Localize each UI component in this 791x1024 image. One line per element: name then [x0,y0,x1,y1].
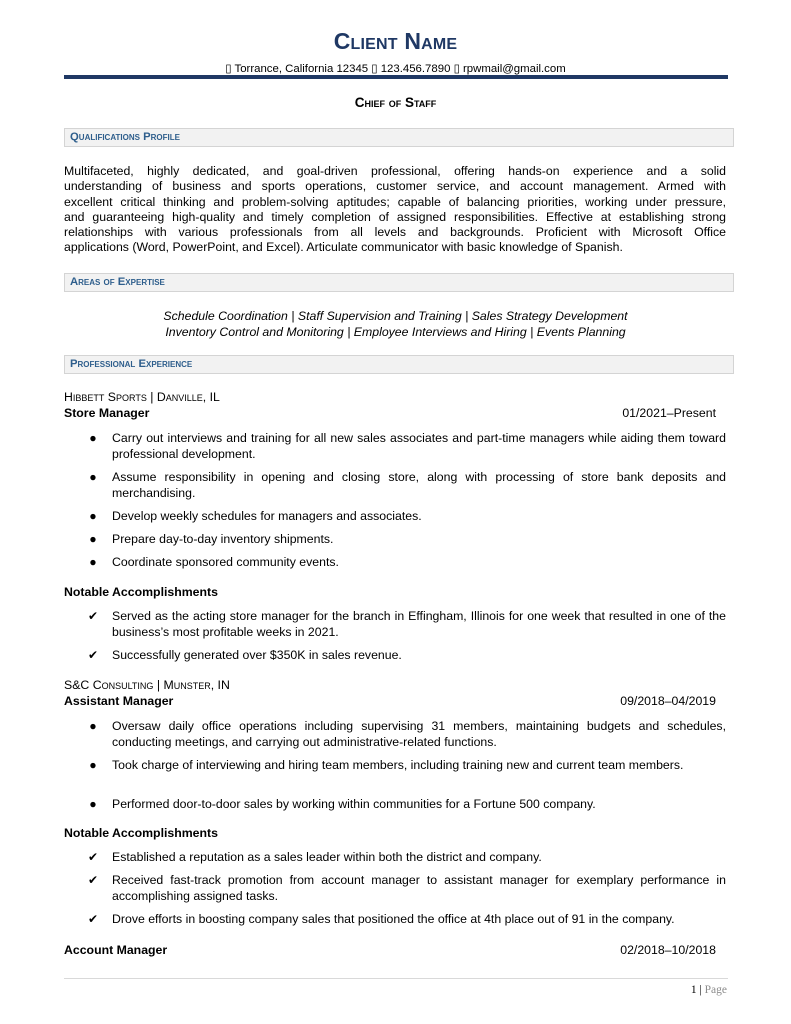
accomplishment-item: ✔ Established a reputation as a sales leader within both the district and company. [87,850,542,864]
accomplishment-item: ✔ Successfully generated over $350K in sales revenue. [87,648,402,662]
duty-bullet: ● Carry out interviews and training for all new sales associates and part-time managers while aiding them toward professional development. [86,431,726,462]
checkmark-icon: ✔ [87,912,99,926]
section-expertise [64,273,734,292]
role-dates: 01/2021–Present [622,406,716,420]
expertise-line: Schedule Coordination | Staff Supervision and Training | Sales Strategy Development [163,309,628,323]
contact-line: ▯ Torrance, California 12345 ▯ 123.456.7890 ▯ rpwmail@gmail.com [225,63,566,75]
footer-separator: | [699,984,702,996]
bullet-icon: ● [89,555,97,569]
footer-divider [64,978,728,979]
expertise-line: Inventory Control and Monitoring | Employee Interviews and Hiring | Events Planning [165,325,626,339]
section-heading: Qualifications Profile [70,131,180,143]
header-divider [64,75,728,79]
bullet-icon: ● [89,431,97,445]
role-dates: 02/2018–10/2018 [620,943,716,957]
bullet-icon: ● [89,470,97,484]
candidate-name: Client Name [333,28,458,54]
checkmark-icon: ✔ [87,648,99,662]
summary-line: excellent critical thinking and problem-solving aptitudes; capable of balancing priorities, working under pressure, [64,194,726,209]
section-qualifications [64,128,734,147]
bullet-icon: ● [89,719,97,733]
duty-bullet: ● Coordinate sponsored community events. [86,555,726,571]
bullet-icon: ● [89,797,97,811]
summary-line: Multifaceted, highly dedicated, and goal-driven professional, offering hands-on experience and a solid [64,164,726,178]
checkmark-icon: ✔ [87,609,99,623]
section-experience [64,355,734,374]
role-title: Store Manager [64,406,150,420]
accomplishment-item: ✔ Received fast-track promotion from account manager to assistant manager for exemplary performance in accomplishing assigned tasks. [87,873,726,903]
checkmark-icon: ✔ [87,850,99,864]
duty-bullet: ● Develop weekly schedules for managers and associates. [86,509,726,525]
role-dates: 09/2018–04/2019 [620,694,716,708]
duty-bullet: ● Assume responsibility in opening and closing store, along with processing of store bank deposits and merchandising. [86,470,726,501]
summary-line: applications (Word, PowerPoint, and Excel). Articulate communicator with basic knowledge of Spanish. [64,240,623,255]
role-row [64,943,716,957]
company-name: Hibbett Sports | Danville, IL [64,390,220,404]
bullet-icon: ● [89,532,97,546]
target-job-title: Chief of Staff [354,95,437,110]
role-row [64,406,716,420]
role-row [64,694,716,708]
accomplishment-item: ✔ Drove efforts in boosting company sales that positioned the office at 4th place out of 91 in the company. [87,912,675,926]
accomplishments-heading: Notable Accomplishments [64,585,218,599]
role-title: Assistant Manager [64,694,174,708]
company-name: S&C Consulting | Munster, IN [64,678,230,692]
duty-bullet: ● Performed door-to-door sales by working within communities for a Fortune 500 company. [86,797,726,813]
accomplishments-heading: Notable Accomplishments [64,826,218,840]
page-number: 1 [690,984,697,996]
section-heading: Professional Experience [70,358,193,370]
bullet-icon: ● [89,509,97,523]
summary-line: understanding of business and sports operations, customer service, and account management. Armed with [64,179,726,194]
duty-bullet: ● Oversaw daily office operations including supervising 31 members, maintaining budgets and schedules, conducting meetings, and carrying out administrative-related functions. [86,719,726,750]
page-label: Page [704,984,727,996]
role-title: Account Manager [64,943,168,957]
duty-bullet: ● Took charge of interviewing and hiring team members, including training new and current team members. [86,758,726,774]
bullet-icon: ● [89,758,97,772]
page-footer [691,984,727,996]
summary-line: relationships with various professionals from all levels and backgrounds. Proficient with Microsoft Office [64,225,726,240]
qualifications-summary [64,164,726,256]
section-heading: Areas of Expertise [70,276,165,288]
duty-bullet: ● Prepare day-to-day inventory shipments. [86,532,726,548]
accomplishment-item: ✔ Served as the acting store manager for the branch in Effingham, Illinois for one week that resulted in one of the business’s most profitable weeks in 2021. [87,609,726,639]
expertise-list [0,308,791,340]
checkmark-icon: ✔ [87,873,99,887]
summary-line: and guaranteeing high-quality and timely completion of assigned responsibilities. Effective at establishing strong [64,209,726,224]
